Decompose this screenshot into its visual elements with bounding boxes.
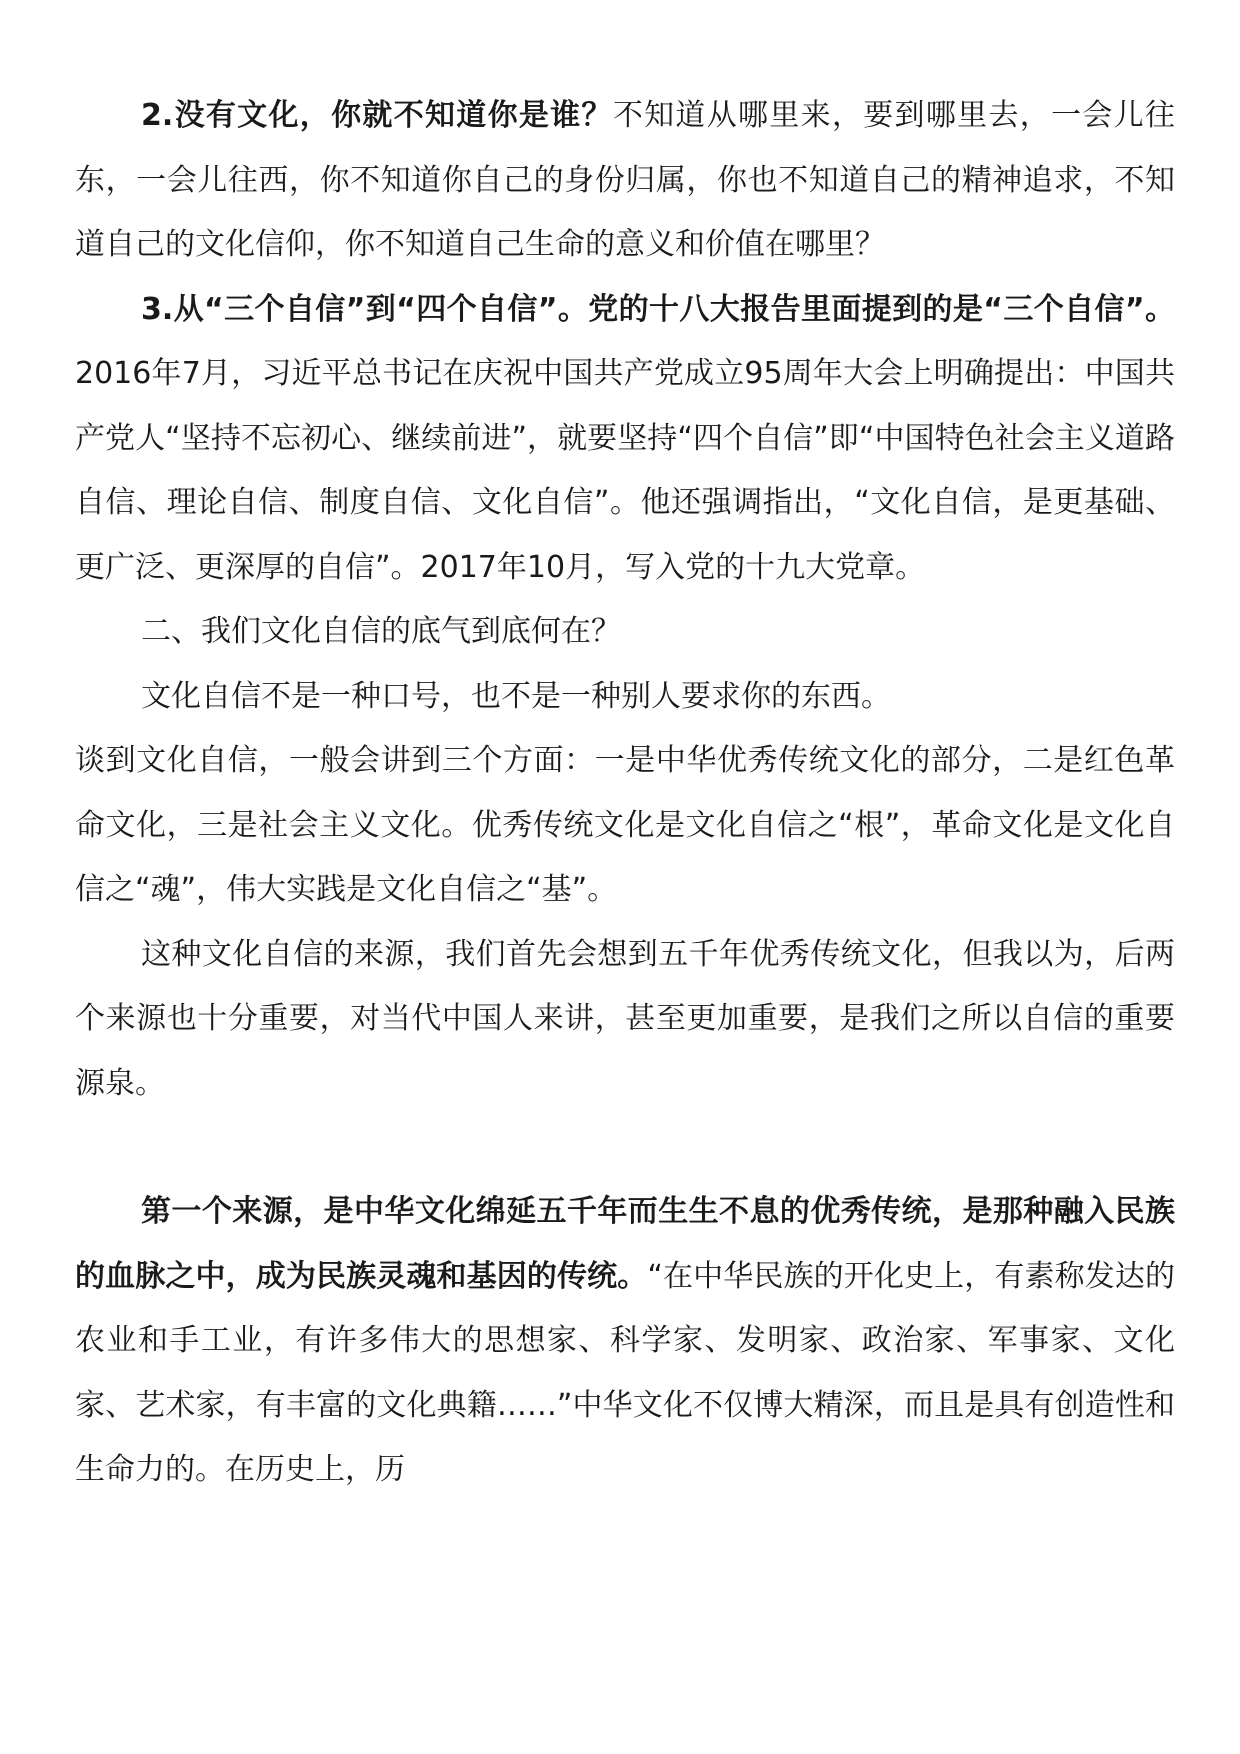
paragraph-5: 这种文化自信的来源，我们首先会想到五千年优秀传统文化，但我以为，后两个来源也十分重要，对当代中国人来讲，甚至更加重要，是我们之所以自信的重要源泉。: [75, 936, 1175, 1101]
paragraph-2: [75, 278, 1175, 601]
document-page: [75, 84, 1175, 1503]
paragraph-1: [75, 84, 1175, 278]
paragraph-1-heading: 2.没有文化，你就不知道你是谁？: [141, 98, 613, 133]
paragraph-6: [75, 1180, 1175, 1503]
paragraph-2-text: 2016年7月，习近平总书记在庆祝中国共产党成立95周年大会上明确提出：中国共产党人“坚持不忘初心、继续前进”，就要坚持“四个自信”即“中国特色社会主义道路自信、理论自信、制度自信、文化自信”。他还强调指出，“文化自信，是更基础、更广泛、更深厚的自信”。2017年10月，写入党的十九大党章。: [75, 356, 1175, 585]
paragraph-2-heading: 3.从“三个自信”到“四个自信”。党的十八大报告里面提到的是“三个自信”。: [141, 291, 1175, 327]
paragraph-3: 文化自信不是一种口号，也不是一种别人要求你的东西。: [141, 678, 891, 714]
paragraph-spacer: [75, 1116, 1175, 1180]
paragraph-6-heading: 第一个来源，是中华文化绵延五千年而生生不息的优秀传统，是那种融入民族的血脉之中，成为民族灵魂和基因的传统。: [75, 1194, 1175, 1294]
paragraph-6-text: “在中华民族的开化史上，有素称发达的农业和手工业，有许多伟大的思想家、科学家、发明家、政治家、军事家、文化家、艺术家，有丰富的文化典籍……”中华文化不仅博大精深，而且是具有创造性和生命力的。在历史上，历: [75, 1258, 1176, 1487]
section-heading: 二、我们文化自信的底气到底何在？: [141, 614, 621, 649]
paragraph-4: 谈到文化自信，一般会讲到三个方面：一是中华优秀传统文化的部分，二是红色革命文化，三是社会主义文化。优秀传统文化是文化自信之“根”，革命文化是文化自信之“魂”，伟大实践是文化自信之“基”。: [75, 743, 1175, 907]
paragraph-1-text: 不知道从哪里来，要到哪里去，一会儿往东，一会儿往西，你不知道你自己的身份归属，你也不知道自己的精神追求，不知道自己的文化信仰，你不知道自己生命的意义和价值在哪里？: [75, 98, 1175, 262]
